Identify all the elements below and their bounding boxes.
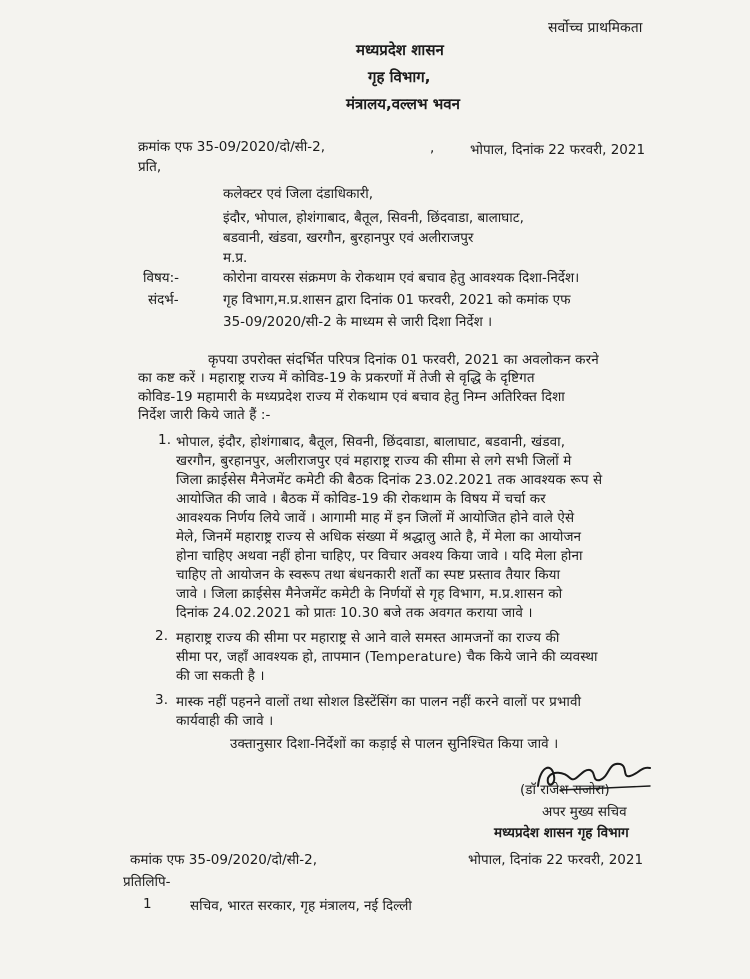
- point-2-line: की जा सकती है ।: [176, 668, 265, 684]
- closing-line: उक्तानुसार दिशा-निर्देशों का कड़ाई से पालन सुनिश्चित किया जावे ।: [230, 736, 559, 752]
- ref-date: भोपाल, दिनांक 22 फरवरी, 2021: [470, 142, 646, 158]
- intro-line-3: कोविड-19 महामारी के मध्यप्रदेश राज्य में रोकथाम एवं बचाव हेतु निम्न अतिरिक्त दिशा: [138, 389, 565, 405]
- point-2-line: सीमा पर, जहाँ आवश्यक हो, तापमान (Temperature) चैक किये जाने की व्यवस्था: [176, 649, 598, 665]
- header-line-3: मंत्रालय,वल्लभ भवन: [346, 95, 460, 113]
- point-3-line: मास्क नहीं पहनने वालों तथा सोशल डिस्टेंसिंग का पालन नहीं करने वालों पर प्रभावी: [176, 694, 582, 710]
- point-1-line: दिनांक 24.02.2021 को प्रातः 10.30 बजे तक अवगत कराया जावे ।: [176, 605, 533, 621]
- to-label: प्रति,: [138, 159, 162, 175]
- point-2-line: महाराष्ट्र राज्य की सीमा पर महाराष्ट्र से आने वाले समस्त आमजनों का राज्य की: [176, 630, 560, 646]
- signatory-department: मध्यप्रदेश शासन गृह विभाग: [494, 825, 629, 841]
- subject-label: विषय:-: [143, 270, 180, 286]
- ref-comma: ,: [430, 140, 435, 156]
- ref-number: क्रमांक एफ 35-09/2020/दो/सी-2,: [138, 139, 326, 155]
- recipient-line-3: बडवानी, खंडवा, खरगौन, बुरहानपुर एवं अलीराजपुर: [223, 230, 474, 246]
- point-1-line: आवश्यक निर्णय लिये जावें । आगामी माह में इन जिलों में आयोजित होने वाले ऐसे: [176, 510, 575, 526]
- reference-label: संदर्भ-: [148, 292, 179, 308]
- recipient-line-1: कलेक्टर एवं जिला दंडाधिकारी,: [223, 186, 374, 202]
- point-1-line: होना चाहिए अथवा नहीं होना चाहिए, पर विचार अवश्य किया जावे । यदि मेला होना: [176, 548, 583, 564]
- reference-line-2: 35-09/2020/सी-2 के माध्यम से जारी दिशा निर्देश ।: [223, 314, 493, 330]
- point-1-number: 1.: [158, 432, 172, 448]
- header-line-1: मध्यप्रदेश शासन: [356, 41, 444, 59]
- recipient-line-2: इंदौर, भोपाल, होशंगाबाद, बैतूल, सिवनी, छिंदवाडा, बालाघाट,: [223, 210, 524, 226]
- point-1-line: जिला क्राईसेस मैनेजमेंट कमेटी की बैठक दिनांक 23.02.2021 तक आवश्यक रूप से: [176, 472, 603, 488]
- subject-text: कोरोना वायरस संक्रमण के रोकथाम एवं बचाव हेतु आवश्यक दिशा-निर्देश।: [223, 270, 580, 286]
- copy-ref-date: भोपाल, दिनांक 22 फरवरी, 2021: [468, 852, 644, 868]
- copy-item-number: 1: [143, 896, 152, 912]
- intro-line-2: का कष्ट करें । महाराष्ट्र राज्य में कोविड-19 के प्रकरणों में तेजी से वृद्धि के दृष्टिगत: [138, 370, 535, 386]
- point-2-number: 2.: [155, 628, 169, 644]
- point-1-line: आयोजित की जावे । बैठक में कोविड-19 की रोकथाम के विषय में चर्चा कर: [176, 491, 546, 507]
- signatory-designation: अपर मुख्य सचिव: [542, 804, 627, 820]
- reference-line-1: गृह विभाग,म.प्र.शासन द्वारा दिनांक 01 फरवरी, 2021 को कमांक एफ: [223, 292, 571, 308]
- recipient-line-4: म.प्र.: [223, 250, 248, 266]
- point-1-line: भोपाल, इंदौर, होशंगाबाद, बैतूल, सिवनी, छिंदवाडा, बालाघाट, बडवानी, खंडवा,: [176, 434, 566, 450]
- intro-line-4: निर्देश जारी किये जाते हैं :-: [138, 407, 271, 423]
- point-3-number: 3.: [155, 692, 169, 708]
- point-1-line: खरगौन, बुरहानपुर, अलीराजपुर एवं महाराष्ट्र राज्य की सीमा से लगे सभी जिलों मे: [176, 453, 572, 469]
- copy-item-1: सचिव, भारत सरकार, गृह मंत्रालय, नई दिल्ली: [190, 898, 412, 914]
- header-line-2: गृह विभाग,: [368, 68, 431, 86]
- copy-ref-number: कमांक एफ 35-09/2020/दो/सी-2,: [130, 852, 318, 868]
- point-1-line: मेले, जिनमें महाराष्ट्र राज्य से अधिक संख्या में श्रद्धालु आते है, में मेला का आयोजन: [176, 529, 582, 545]
- intro-line-1: कृपया उपरोक्त संदर्भित परिपत्र दिनांक 01 फरवरी, 2021 का अवलोकन करने: [208, 352, 599, 368]
- point-1-line: जावे । जिला क्राईसेस मैनेजमेंट कमेटी के निर्णयों से गृह विभाग, म.प्र.शासन को: [176, 586, 563, 602]
- priority-label: सर्वोच्च प्राथमिकता: [548, 20, 643, 36]
- point-1-line: चाहिए तो आयोजन के स्वरूप तथा बंधनकारी शर्तों का स्पष्ट प्रस्ताव तैयार किया: [176, 567, 561, 583]
- signatory-name: (डॉ राजेश राजोरा): [520, 782, 610, 798]
- copy-label: प्रतिलिपि-: [123, 874, 171, 890]
- point-3-line: कार्यवाही की जावे ।: [176, 713, 274, 729]
